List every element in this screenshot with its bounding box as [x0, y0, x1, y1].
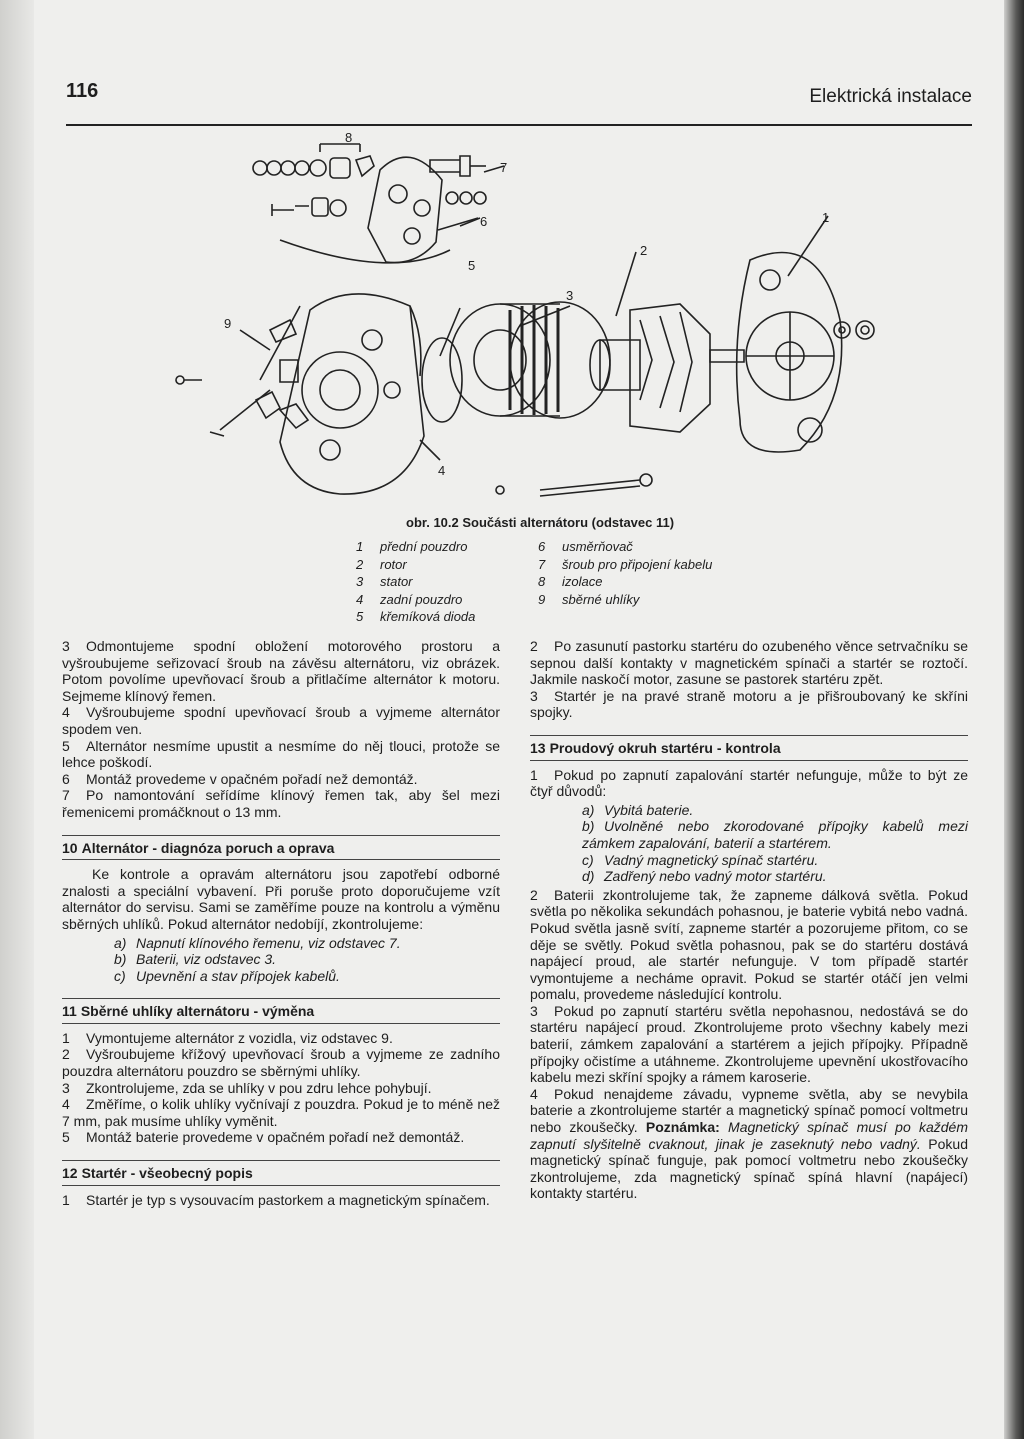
list-item: b) Baterii, viz odstavec 3. — [114, 951, 277, 968]
paragraph: 1 Pokud po zapnutí zapalování startér nefunguje, může to být ze čtyř důvodů: — [530, 766, 968, 800]
paragraph: 1 Startér je typ s vysouvacím pastorkem a magnetickým spínačem. — [62, 1191, 490, 1208]
legend-item: 9 sběrné uhlíky — [538, 591, 640, 607]
legend-item: 8 izolace — [538, 574, 603, 589]
callout-8: 8 — [345, 130, 353, 145]
scan-left-edge — [0, 0, 34, 1439]
legend-right — [538, 538, 712, 608]
section-heading-11: 11 Sběrné uhlíky alternátoru - výměna — [62, 998, 500, 1024]
paragraph: 2 Po zasunutí pastorku startéru do ozubeného věnce setrvačníku se sepnou další kontakty v magnetickém spínači a startér se roztočí. Jakmile naskočí motor, zasune se pastorek startéru zpět. — [530, 638, 968, 688]
paragraph: 5 Montáž baterie provedeme v opačném pořadí než demontáž. — [62, 1129, 465, 1146]
callout-1: 1 — [822, 210, 830, 225]
section-heading-10: 10 Alternátor - diagnóza poruch a oprava — [62, 835, 500, 861]
figure-caption: obr. 10.2 Součásti alternátoru (odstavec 11) — [406, 515, 675, 530]
legend-item: 5 křemíková dioda — [356, 609, 476, 624]
section-heading-12: 12 Startér - všeobecný popis — [62, 1160, 500, 1186]
paragraph: 4 Změříme, o kolik uhlíky vyčnívají z pouzdra. Pokud je to méně než 7 mm, pak musíme uhlíky vyměnit. — [62, 1096, 500, 1129]
legend-item: 1 přední pouzdro — [356, 539, 468, 554]
callout-7: 7 — [500, 160, 508, 175]
paragraph: 5 Alternátor nesmíme upustit a nesmíme do něj tlouci, protože se lehce poškodí. — [62, 737, 500, 771]
paragraph: 3 Pokud po zapnutí startéru světla nepohasnou, nedostává se do startéru napájecí proud. Zkontrolujeme proto všechny kabely mezi baterií, zámkem zapalování a startérem a jejich přípojky. Případně přípojky očistíme a utáhneme. Zkontrolujeme upevnění ukostřovacího kabelu mezi skříní spojky a rámem karoserie. — [530, 1002, 968, 1086]
paragraph: 3 Zkontrolujeme, zda se uhlíky v pou zdru lehce pohybují. — [62, 1079, 432, 1096]
legend-item: 4 zadní pouzdro — [356, 591, 463, 607]
note-text: Magnetický spínač musí po každém zapnutí slyšitelně cvaknout, jinak je zaseknutý nebo vadný. — [530, 1119, 969, 1152]
scan-right-edge — [1004, 0, 1024, 1439]
list-item: d) Zadřený nebo vadný motor startéru. — [582, 868, 827, 885]
paragraph: 3 Startér je na pravé straně motoru a je přišroubovaný ke skříni spojky. — [530, 687, 968, 721]
note-label: Poznámka: — [645, 1119, 720, 1136]
list-item: b) Uvolněné nebo zkorodované přípojky kabelů mezi zámkem zapalování, baterií a startérem. — [582, 818, 968, 851]
header-rule — [66, 124, 972, 126]
paragraph: 3 Odmontujeme spodní obložení motorového prostoru a vyšroubujeme seřizovací šroub na závěsu alternátoru, viz obrázek. Potom povolíme upevňovací šroub a přitlačíme alternátor k motoru. Sejmeme klínový řemen. — [62, 638, 500, 704]
legend-item: 7 šroub pro připojení kabelu — [538, 556, 713, 572]
paragraph: 2 Baterii zkontrolujeme tak, že zapneme dálková světla. Pokud světla po několika sekundách pohasnou, je baterie vybitá nebo vadná. Pokud světla jasně svítí, zapneme startér a pozorujeme přitom, co se děje se světly. Pokud světla pohasnou, pak se do startéru dostává napájecí proud, ale startér nefunguje. V tom případě startér vymontujeme a necháme opravit. Pokud se startér otáčí jen velmi pomalu, provedeme následující kontrolu. — [530, 886, 968, 1003]
cause-list — [582, 802, 968, 885]
check-list — [114, 935, 500, 985]
list-item: a) Vybitá baterie. — [582, 801, 694, 818]
paragraph: 4 Pokud nenajdeme závadu, vypneme světla, aby se nevybila baterie a zkontrolujeme startér a magnetický spínač pomocí voltmetru nebo zkoušečky. Poznámka: Magnetický spínač musí po každém zapnutí slyšitelně cvaknout, jinak je zaseknutý nebo vadný. Pokud magnetický spínač funguje, pak pomocí voltmetru nebo zkoušečky zkontrolujeme, zda magnetický spínač spíná hlavní (napájecí) kontakty startéru. — [530, 1085, 969, 1202]
alternator-exploded-diagram — [160, 130, 900, 515]
list-item: c) Vadný magnetický spínač startéru. — [582, 851, 819, 868]
callout-9: 9 — [224, 316, 232, 331]
callout-3: 3 — [566, 288, 574, 303]
paragraph: 4 Vyšroubujeme spodní upevňovací šroub a vyjmeme alternátor spodem ven. — [62, 704, 500, 737]
callout-2: 2 — [640, 243, 648, 258]
callout-5: 5 — [468, 258, 476, 273]
legend-left — [356, 538, 475, 626]
callout-4: 4 — [438, 463, 446, 478]
left-column — [62, 638, 500, 1208]
right-column — [530, 638, 968, 1202]
callout-6: 6 — [480, 214, 488, 229]
paragraph: 1 Vymontujeme alternátor z vozidla, viz odstavec 9. — [62, 1029, 393, 1046]
chapter-title: Elektrická instalace — [809, 86, 972, 107]
paragraph: Ke kontrole a opravám alternátoru jsou zapotřebí odborné znalosti a speciální vybavení. Při poruše proto doporučujeme vzít alternátor do servisu. Sami se zaměříme pouze na kontrolu a výměnu sběrných uhlíků. Pokud alternátor nedobíjí, zkontrolujeme: — [62, 866, 500, 932]
paragraph: 6 Montáž provedeme v opačném pořadí než demontáž. — [62, 770, 418, 787]
section-heading-13: 13 Proudový okruh startéru - kontrola — [530, 735, 968, 761]
legend-item: 6 usměrňovač — [538, 539, 633, 554]
paragraph: 2 Vyšroubujeme křížový upevňovací šroub a vyjmeme ze zadního pouzdra alternátoru pouzdro se sběrnými uhlíky. — [62, 1046, 500, 1080]
page-number: 116 — [66, 80, 99, 102]
legend-item: 3 stator — [356, 574, 413, 589]
legend-item: 2 rotor — [356, 556, 407, 572]
paragraph: 7 Po namontování seřídíme klínový řemen tak, aby šel mezi řemenicemi promáčknout o 13 mm. — [62, 787, 500, 820]
list-item: a) Napnutí klínového řemenu, viz odstavec 7. — [114, 934, 401, 951]
list-item: c) Upevnění a stav přípojek kabelů. — [114, 967, 340, 984]
